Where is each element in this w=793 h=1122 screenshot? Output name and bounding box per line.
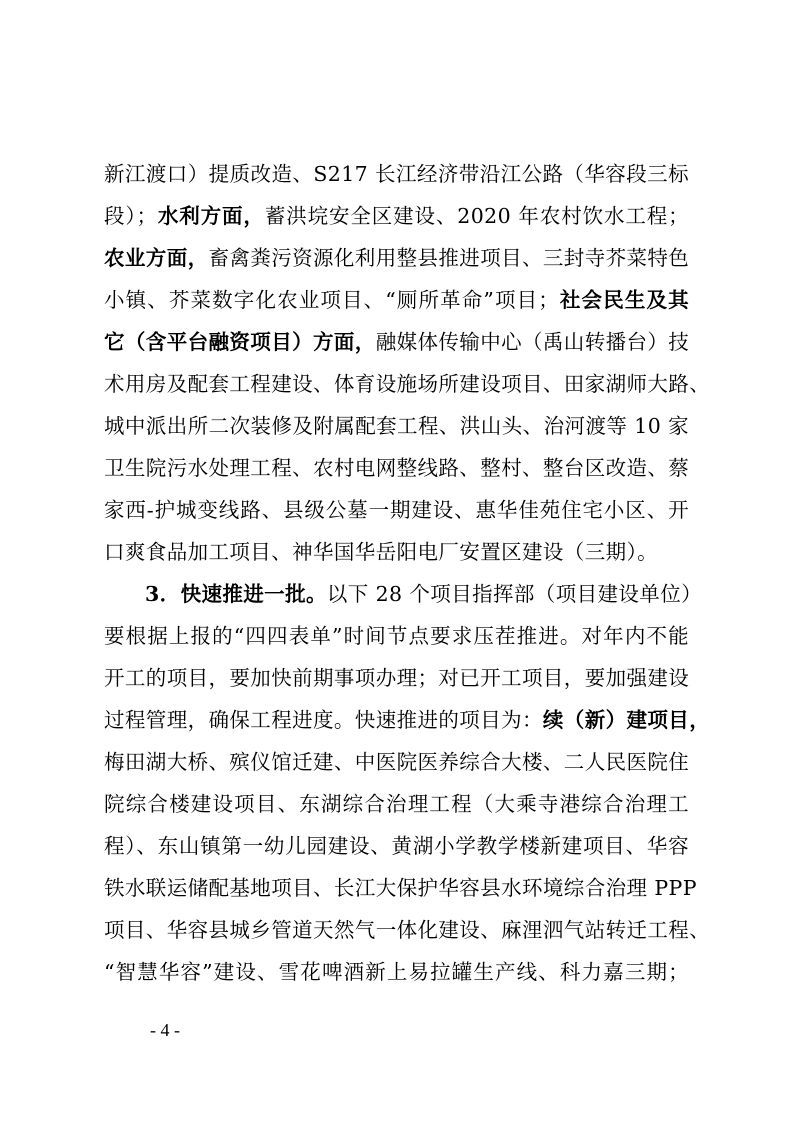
text-line-6: 术用房及配套工程建设、体育设施场所建设项目、田家湖师大路、 [104,372,711,396]
text-line-11: 3．快速推进一批。以下 28 个项目指挥部（项目建设单位） [145,582,702,606]
text-line-4: 小镇、芥菜数字化农业项目、“厕所革命”项目；社会民生及其 [104,288,689,312]
text-line-3: 农业方面，畜禽粪污资源化利用整县推进项目、三封寺芥菜特色 [104,246,690,270]
text-line-9: 家西-护城变线路、县级公墓一期建设、惠华佳苑住宅小区、开 [104,498,689,522]
text-line-20: “智慧华容”建设、雪花啤酒新上易拉罐生产线、科力嘉三期； [104,960,689,984]
section-heading-social: 社会民生及其 [559,288,689,312]
text-line-5: 它（含平台融资项目）方面，融媒体传输中心（禹山转播台）技 [104,330,690,354]
text-line-10: 口爽食品加工项目、神华国华岳阳电厂安置区建设（三期）。 [104,540,659,564]
page-number: - 4 - [150,1020,180,1040]
section-heading-continued-projects: 续（新）建项目， [542,708,711,732]
text-line-13: 开工的项目，要加快前期事项办理；对已开工项目，要加强建设 [104,666,690,690]
text-line-12: 要根据上报的“四四表单”时间节点要求压茬推进。对年内不能 [104,624,689,648]
section-heading-water: 水利方面， [157,204,265,228]
text-line-14: 过程管理，确保工程进度。快速推进的项目为：续（新）建项目， [104,708,711,732]
section-heading-fast-advance: 3．快速推进一批。 [145,582,327,606]
text-line-16: 院综合楼建设项目、东湖综合治理工程（大乘寺港综合治理工 [104,792,689,816]
text-line-19: 项目、华容县城乡管道天然气一体化建设、麻浬泗气站转迁工程、 [104,918,711,942]
section-heading-social-cont: 它（含平台融资项目）方面， [104,330,376,354]
text-line-18: 铁水联运储配基地项目、长江大保护华容县水环境综合治理 PPP [104,876,697,900]
section-heading-agriculture: 农业方面， [104,246,209,270]
text-line-8: 卫生院污水处理工程、农村电网整线路、整村、整台区改造、蔡 [104,456,690,480]
text-line-7: 城中派出所二次装修及附属配套工程、洪山头、治河渡等 10 家 [104,414,689,438]
text-line-1: 新江渡口）提质改造、S217 长江经济带沿江公路（华容段三标 [104,162,689,186]
text-line-2: 段）；水利方面，蓄洪垸安全区建设、2020 年农村饮水工程； [104,204,690,228]
text-line-15: 梅田湖大桥、殡仪馆迁建、中医院医养综合大楼、二人民医院住 [104,750,690,774]
text-line-17: 程）、东山镇第一幼儿园建设、黄湖小学教学楼新建项目、华容 [104,834,689,858]
